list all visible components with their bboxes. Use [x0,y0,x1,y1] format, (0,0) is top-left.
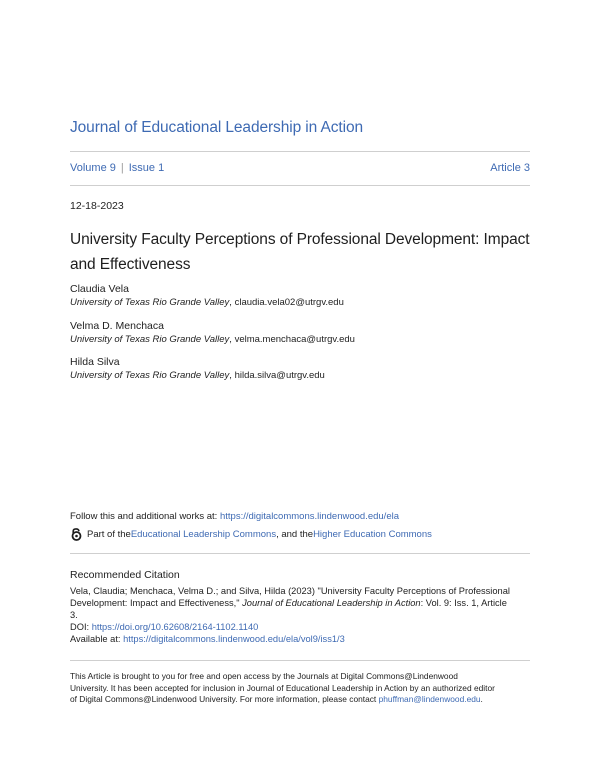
journal-title[interactable] [70,119,363,137]
follow-link[interactable]: https://digitalcommons.lindenwood.edu/ela [219,511,399,522]
footer-contact-text: of Digital Commons@Lindenwood University. For more information, please contact [70,694,379,704]
recommended-citation-heading: Recommended Citation [70,569,180,581]
author-name: Claudia Vela [70,283,129,295]
follow-line [70,511,399,522]
author-affiliation [70,369,325,382]
doi-label: DOI: [70,622,92,632]
citation-title-part: Development: Impact and Effectiveness," [70,598,243,608]
author-email: hilda.silva@utrgv.edu [234,370,325,381]
author-1 [70,283,344,309]
author-email: claudia.vela02@utrgv.edu [234,297,344,308]
author-email: velma.menchaca@utrgv.edu [234,334,355,345]
higher-education-commons-link[interactable]: Higher Education Commons [313,529,432,540]
available-label: Available at: [70,634,124,644]
citation-journal: Journal of Educational Leadership in Action [242,598,421,608]
author-3 [70,356,325,382]
doi-link[interactable]: https://doi.org/10.62608/2164-1102.1140 [91,622,259,632]
author-name: Hilda Silva [70,356,120,368]
divider-footer [70,660,530,661]
citation-line-1: Vela, Claudia; Menchaca, Velma D.; and Silva, Hilda (2023) "University Faculty Perceptions of Professional [70,586,510,596]
author-institution: University of Texas Rio Grande Valley [70,297,230,308]
citation-line-3: 3. [70,610,78,620]
part-of-middle: , and the [276,529,314,540]
footer-line-1: This Article is brought to you for free and open access by the Journals at Digital Commons@Lindenwood [70,671,458,681]
divider-issue [70,185,530,186]
article-number-link[interactable]: Article 3 [490,162,530,174]
article-title: University Faculty Perceptions of Professional Development: Impact and Effectiveness [70,231,530,273]
author-2 [70,320,355,346]
separator: | [120,162,124,174]
comma: , [229,370,235,381]
journal-title-text[interactable]: Journal of Educational Leadership in Action [70,119,363,136]
volume-issue [70,162,164,174]
open-access-icon [70,528,83,541]
educational-leadership-commons-link[interactable]: Educational Leadership Commons [130,529,277,540]
author-affiliation [70,296,344,309]
publication-date: 12-18-2023 [70,200,124,212]
available-line [70,633,530,645]
contact-email-link[interactable]: phuffman@lindenwood.edu [378,694,481,704]
author-institution: University of Texas Rio Grande Valley [70,334,230,345]
footer-line-3 [70,694,530,706]
comma: , [229,297,235,308]
citation-volume: : Vol. 9: Iss. 1, Article [420,598,507,608]
author-institution: University of Texas Rio Grande Valley [70,370,230,381]
part-of-prefix: Part of the [87,529,131,540]
divider-citation [70,553,530,554]
divider-top [70,151,530,152]
comma: , [229,334,235,345]
issue-link[interactable]: Issue 1 [128,162,165,174]
volume-link[interactable]: Volume 9 [70,162,116,174]
footer-period: . [480,694,483,704]
doi-line [70,621,530,633]
part-of-line [70,528,432,541]
follow-text: Follow this and additional works at: [70,511,220,522]
citation-block [70,585,530,645]
footer-line-2: University. It has been accepted for inclusion in Journal of Educational Leadership in Action by an authorized editor [70,682,495,693]
author-affiliation [70,333,355,346]
citation-line-2 [70,597,530,609]
footer-notice [70,671,530,706]
available-link[interactable]: https://digitalcommons.lindenwood.edu/ela/vol9/iss1/3 [123,634,345,644]
issue-row [70,162,530,174]
author-name: Velma D. Menchaca [70,320,164,332]
